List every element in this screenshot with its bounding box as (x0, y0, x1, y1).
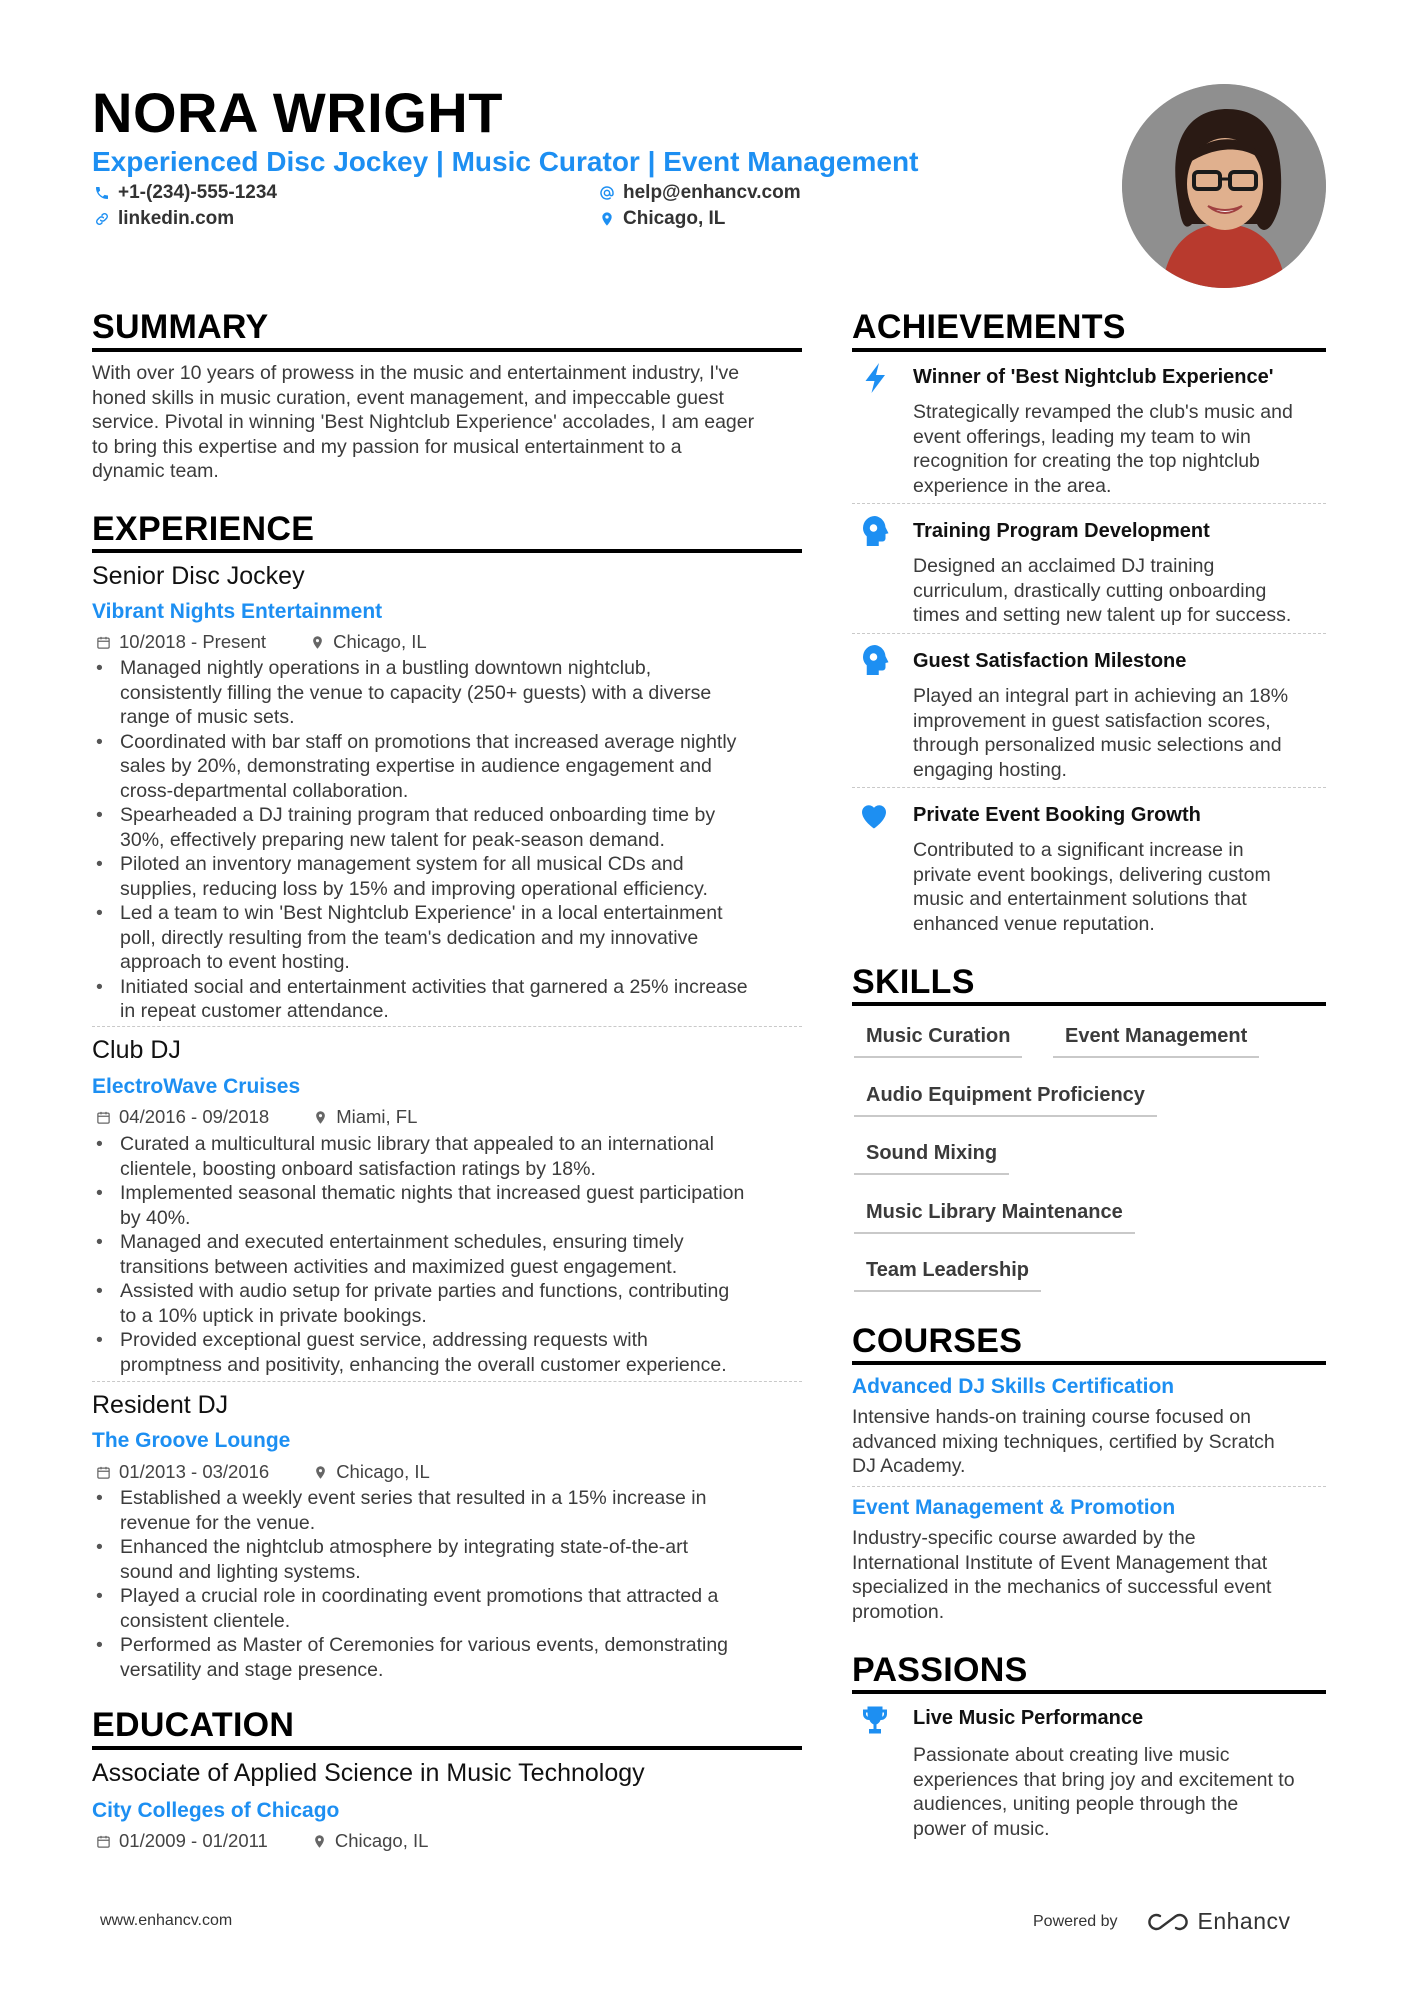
trophy-icon (857, 1702, 893, 1738)
education-heading: EDUCATION (92, 1706, 295, 1744)
bullet-item: • Assisted with audio setup for private parties and functions, contributing to a 10% uptick in private bookings. (92, 1279, 804, 1328)
achievement-text: Strategically revamped the club's music and event offerings, leading my team to win recognition for creating the top nightclub experience in the area. (913, 401, 1293, 497)
job-divider (92, 1381, 802, 1382)
education-dates: 01/2009 - 01/2011 (119, 1830, 268, 1851)
summary-line: honed skills in music curation, event management, and impeccable guest (92, 386, 724, 409)
bullet-item: • Coordinated with bar staff on promotions that increased average nightly sales by 20%, demonstrating expertise in audience engagement and cross-departmental collaboration. (92, 730, 804, 804)
achievement-text: Designed an acclaimed DJ training curriculum, drastically cutting onboarding times and setting new talent up for success. (913, 555, 1292, 626)
bullet-item: • Implemented seasonal thematic nights that increased guest participation by 40%. (92, 1181, 804, 1230)
passions-heading: PASSIONS (852, 1651, 1028, 1689)
job-dates: 10/2018 - Present (119, 631, 267, 652)
job-dates: 04/2016 - 09/2018 (119, 1106, 270, 1127)
bullet-item: • Led a team to win 'Best Nightclub Experience' in a local entertainment poll, directly resulting from the team's dedication and my innovative approach to event hosting. (92, 901, 804, 975)
courses-heading: COURSES (852, 1322, 1023, 1360)
brand-name: Enhancv (1197, 1908, 1291, 1934)
enhancv-logo-icon (1146, 1911, 1190, 1933)
location-pin-icon (310, 635, 325, 650)
achievement-divider (852, 503, 1326, 504)
lightning-icon (858, 360, 894, 396)
summary-line: dynamic team. (92, 460, 219, 482)
job-meta (96, 1106, 417, 1128)
achievement-divider (852, 633, 1326, 634)
passion-title: Live Music Performance (913, 1707, 1144, 1729)
skill-tag: Team Leadership (854, 1259, 1041, 1292)
bullet-item: • Provided exceptional guest service, addressing requests with promptness and positivity, enhancing the overall customer experience. (92, 1328, 804, 1377)
contact-email (599, 182, 801, 204)
achievement-divider (852, 787, 1326, 788)
job-divider (92, 1026, 802, 1027)
achievements-rule (852, 348, 1326, 352)
course-text: Industry-specific course awarded by the International Institute of Event Management that specialized in the mechanics of successful event promotion. (852, 1527, 1272, 1623)
summary-heading: SUMMARY (92, 308, 269, 346)
achievement-text: Played an integral part in achieving an 18% improvement in guest satisfaction scores, through personalized music selections and engaging hosting. (913, 685, 1289, 781)
powered-by-label: Powered by (1033, 1912, 1118, 1930)
education-meta (96, 1830, 428, 1852)
location-pin-icon (312, 1834, 327, 1849)
summary-text (92, 361, 754, 484)
calendar-icon (96, 635, 111, 650)
skill-tag: Music Curation (854, 1025, 1022, 1058)
job-bullets (92, 1486, 804, 1682)
job-title: Resident DJ (92, 1391, 229, 1419)
footer-website[interactable]: www.enhancv.com (100, 1912, 233, 1929)
bullet-item: • Initiated social and entertainment activities that garnered a 25% increase in repeat customer attendance. (92, 975, 804, 1024)
course-divider (852, 1486, 1326, 1487)
skill-tag: Music Library Maintenance (854, 1201, 1135, 1234)
course-title: Advanced DJ Skills Certification (852, 1375, 1175, 1398)
school-name: City Colleges of Chicago (92, 1799, 340, 1822)
location-text: Chicago, IL (623, 208, 726, 229)
phone-text[interactable]: +1-(234)-555-1234 (118, 182, 277, 203)
heart-icon (856, 797, 892, 833)
phone-icon (94, 185, 110, 201)
skills-rule (852, 1002, 1326, 1006)
job-meta (96, 1461, 430, 1483)
job-location: Chicago, IL (336, 1461, 430, 1482)
footer-powered (1033, 1908, 1291, 1935)
course-text: Intensive hands-on training course focused on advanced mixing techniques, certified by Scratch DJ Academy. (852, 1406, 1275, 1477)
courses-rule (852, 1361, 1326, 1365)
location-pin-icon (599, 211, 615, 227)
skills-heading: SKILLS (852, 963, 975, 1001)
company-name: Vibrant Nights Entertainment (92, 600, 383, 623)
job-bullets (92, 656, 804, 1024)
job-location: Chicago, IL (333, 631, 427, 652)
calendar-icon (96, 1834, 111, 1849)
profile-portrait (1122, 84, 1326, 288)
education-location: Chicago, IL (334, 1830, 429, 1851)
contact-linkedin (94, 208, 234, 230)
candidate-name: NORA WRIGHT (92, 81, 503, 144)
bullet-item: • Enhanced the nightclub atmosphere by integrating state-of-the-art sound and lighting systems. (92, 1535, 804, 1584)
bullet-item: • Managed and executed entertainment schedules, ensuring timely transitions between activities and maximized guest engagement. (92, 1230, 804, 1279)
experience-heading: EXPERIENCE (92, 510, 315, 548)
bullet-item: • Curated a multicultural music library that appealed to an international clientele, boosting onboard satisfaction ratings by 18%. (92, 1132, 804, 1181)
company-name: The Groove Lounge (92, 1429, 291, 1452)
summary-rule (92, 348, 802, 352)
achievements-heading: ACHIEVEMENTS (852, 308, 1126, 346)
job-meta (96, 631, 427, 653)
job-dates: 01/2013 - 03/2016 (119, 1461, 270, 1482)
candidate-title: Experienced Disc Jockey | Music Curator | Event Management (92, 146, 919, 177)
linkedin-text[interactable]: linkedin.com (118, 208, 235, 229)
bullet-item: • Managed nightly operations in a bustling downtown nightclub, consistently filling the venue to capacity (250+ guests) with a diverse range of music sets. (92, 656, 804, 730)
summary-line: service. Pivotal in winning 'Best Nightclub Experience' accolades, I am eager (92, 411, 755, 433)
head-icon (857, 513, 893, 549)
bullet-item: • Spearheaded a DJ training program that reduced onboarding time by 30%, effectively preparing new talent for peak-season demand. (92, 803, 804, 852)
achievement-title: Winner of 'Best Nightclub Experience' (913, 366, 1274, 388)
calendar-icon (96, 1110, 111, 1125)
bullet-item: • Established a weekly event series that resulted in a 15% increase in revenue for the venue. (92, 1486, 804, 1535)
email-text[interactable]: help@enhancv.com (623, 182, 801, 203)
job-location: Miami, FL (336, 1106, 418, 1127)
location-pin-icon (313, 1465, 328, 1480)
achievement-text: Contributed to a significant increase in private event bookings, delivering custom music and entertainment solutions that enhanced venue reputation. (913, 839, 1271, 935)
skill-tag: Sound Mixing (854, 1142, 1009, 1175)
head-icon (857, 642, 893, 678)
calendar-icon (96, 1465, 111, 1480)
contact-phone (94, 182, 277, 204)
job-title: Club DJ (92, 1036, 181, 1064)
summary-line: to bring this expertise and my passion for musical entertainment to a (92, 435, 682, 458)
experience-rule (92, 549, 802, 553)
company-name: ElectroWave Cruises (92, 1075, 301, 1098)
contact-location (599, 208, 725, 230)
degree-title: Associate of Applied Science in Music Technology (92, 1759, 645, 1787)
skill-tag: Audio Equipment Proficiency (854, 1084, 1157, 1117)
link-icon (94, 211, 110, 227)
brand-logo[interactable] (1146, 1908, 1291, 1935)
achievement-title: Guest Satisfaction Milestone (913, 650, 1187, 672)
passion-text: Passionate about creating live music experiences that bring joy and excitement to audiences, uniting people through the power of music. (913, 1744, 1295, 1840)
achievement-title: Private Event Booking Growth (913, 804, 1201, 826)
skill-tag: Event Management (1053, 1025, 1259, 1058)
course-title: Event Management & Promotion (852, 1496, 1176, 1519)
job-bullets (92, 1132, 804, 1377)
bullet-item: • Piloted an inventory management system for all musical CDs and supplies, reducing loss by 15% and improving operational efficiency. (92, 852, 804, 901)
summary-line: With over 10 years of prowess in the music and entertainment industry, I've (92, 362, 740, 384)
profile-photo (1122, 84, 1326, 288)
education-rule (92, 1746, 802, 1750)
location-pin-icon (313, 1110, 328, 1125)
job-title: Senior Disc Jockey (92, 562, 305, 590)
achievement-title: Training Program Development (913, 520, 1210, 542)
bullet-item: • Played a crucial role in coordinating event promotions that attracted a consistent clientele. (92, 1584, 804, 1633)
passions-rule (852, 1690, 1326, 1694)
bullet-item: • Performed as Master of Ceremonies for various events, demonstrating versatility and stage presence. (92, 1633, 804, 1682)
at-icon (599, 185, 615, 201)
